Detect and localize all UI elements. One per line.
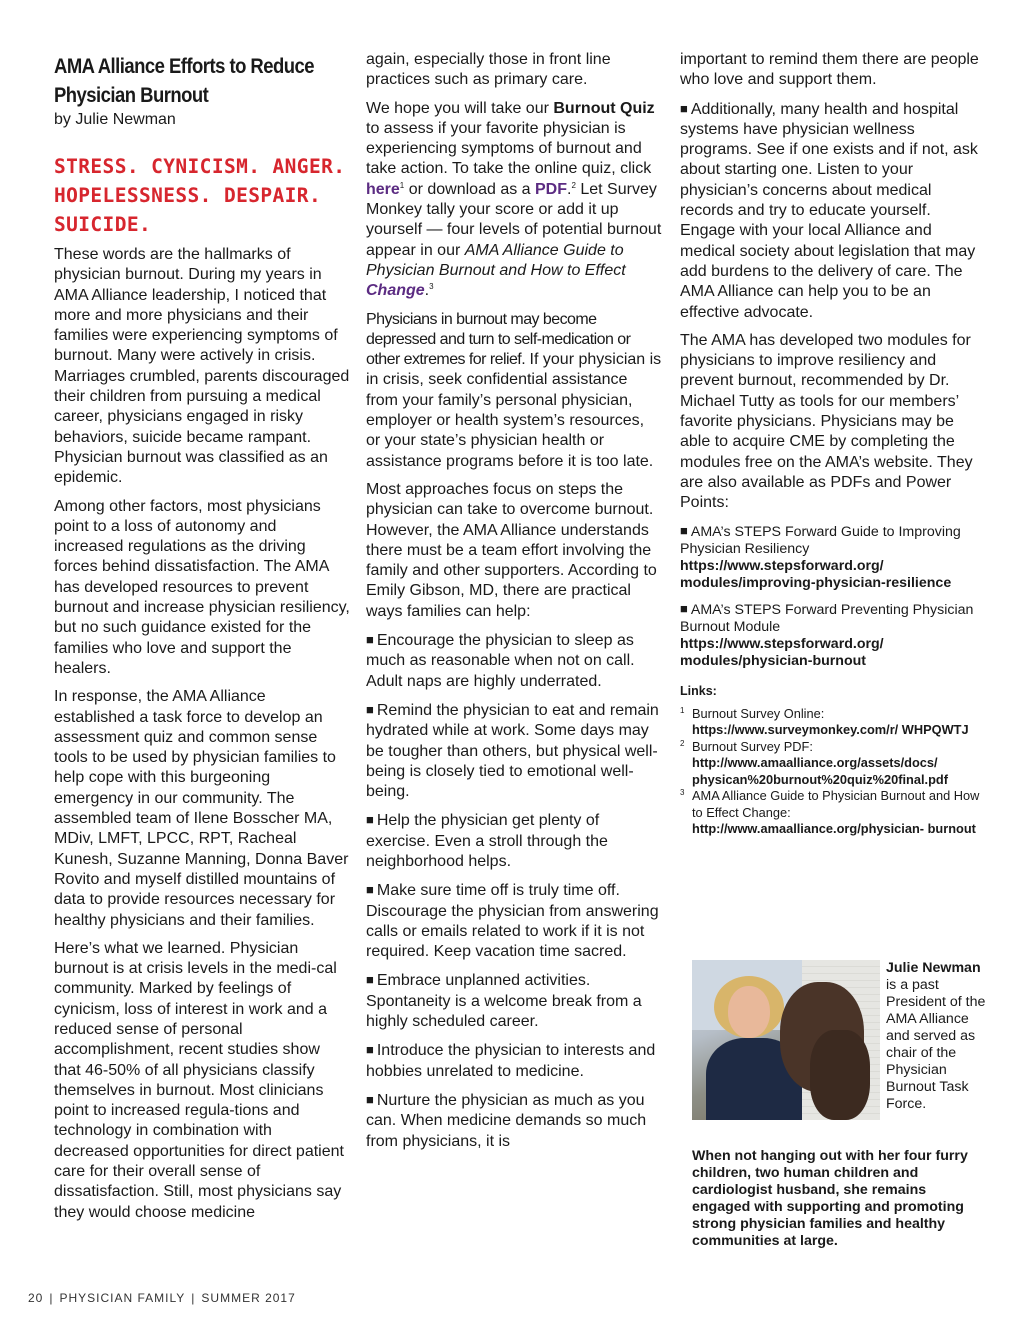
text: If your physician is in crisis, seek confidential assistance from your family’s personal physician, employer or health system’s resources, or your state’s physician health or assistance programs before it is too late. [366, 351, 662, 470]
byline: by Julie Newman [54, 111, 176, 128]
tip-text: Encourage the physician to sleep as much as reasonable when not on call. Adult naps are highly underrated. [366, 632, 635, 690]
module-label: AMA’s STEPS Forward Preventing Physician Burnout Module [680, 601, 974, 635]
list-item [366, 1040, 662, 1082]
tip-text: Nurture the physician as much as you can. When medicine demands so much from physicians, it is [366, 1091, 647, 1150]
link-note [680, 706, 986, 739]
square-bullet-icon: ■ [366, 632, 374, 648]
tip-text: Introduce the physician to interests and hobbies unrelated to medicine. [366, 1042, 656, 1080]
list-item [366, 630, 662, 692]
square-bullet-icon: ■ [366, 882, 374, 898]
period: . [567, 180, 572, 198]
paragraph: In response, the AMA Alliance established a task force to develop an assessment quiz and common sense tools to be used by physician families to help cope with this burgeoning emergency in our community. The assembled team of Ilene Bosscher MA, MDiv, LMFT, LPCC, RPT, Racheal Kunesh, Suzanne Manning, Donna Baver Rovito and myself distilled mountains of data to provide resources necessary for healthy physicians and their families. [54, 688, 349, 929]
text: or download as a [404, 180, 535, 198]
paragraph: Among other factors, most physicians point to a loss of autonomy and increased regulations as the driving forces behind dissatisfaction. The AMA has developed resources to prevent burnout and increase physician resiliency, but no such guidance existed for the families who love and support the healers. [54, 497, 350, 677]
footnote-ref: 1 [399, 180, 405, 190]
footer-separator: | [191, 1291, 196, 1305]
square-bullet-icon: ■ [680, 100, 688, 116]
magazine-name: PHYSICIAN FAMILY [59, 1291, 186, 1305]
list-item [366, 1090, 662, 1152]
note-number: 3 [680, 788, 685, 798]
author-name: Julie Newman [886, 960, 981, 976]
note-label: AMA Alliance Guide to Physician Burnout and How to Effect Change: [692, 788, 980, 820]
square-bullet-icon: ■ [366, 1042, 374, 1058]
quiz-pdf-link[interactable]: PDF [535, 180, 567, 198]
note-label: Burnout Survey PDF: [692, 738, 813, 754]
bio-text: is a past President of the AMA Alliance and served as chair of the Physician Burnout Task Force. [886, 977, 986, 1112]
photo-face [728, 986, 770, 1038]
module-item [680, 600, 986, 670]
text: Physicians in burnout may become depressed and turn to self-medication or other extremes for relief. [366, 310, 631, 369]
issue-label: SUMMER 2017 [201, 1291, 296, 1305]
square-bullet-icon: ■ [366, 1091, 374, 1107]
square-bullet-icon: ■ [366, 812, 374, 828]
link-note [680, 739, 986, 789]
paragraph: again, especially those in front line practices such as primary care. [366, 51, 611, 89]
author-bio-continued: When not hanging out with her four furry children, two human children and cardiologist husband, she remains engaged with supporting and promoting strong physician families and healthy communities at large. [692, 1148, 968, 1249]
page-number: 20 [28, 1291, 44, 1305]
list-item [366, 880, 662, 962]
footnote-ref: 2 [571, 180, 576, 190]
link-note [680, 788, 986, 838]
note-label: Burnout Survey Online: [692, 705, 825, 721]
author-photo [692, 960, 880, 1120]
text: to assess if your favorite physician is experiencing symptoms of burnout and take action. To take the online quiz, click [366, 119, 652, 178]
text: Additionally, many health and hospital systems have physician wellness programs. See if one exists and if not, ask about starting one. Listen to your physician’s concerns about medical records and try to educate yourself. Engage with your local Alliance and medical society about legislation that may add burdens to the delivery of care. The AMA Alliance can help you to be an effective advocate. [680, 100, 978, 321]
tip-text: Help the physician get plenty of exercise. Even a stroll through the neighborhood helps. [366, 812, 608, 870]
note-number: 1 [680, 705, 685, 715]
paragraph: Most approaches focus on steps the physician can take to overcome burnout. However, the AMA Alliance understands there must be a team effort involving the family and other supporters. According to Emily Gibson, MD, there are practical ways families can help: [366, 480, 657, 620]
column-3 [680, 50, 986, 838]
column-1 [54, 50, 350, 1231]
module-label: AMA’s STEPS Forward Guide to Improving Physician Resiliency [680, 523, 961, 557]
square-bullet-icon: ■ [366, 701, 374, 717]
note-url[interactable]: http://www.amaalliance.org/physician- burnout [692, 821, 976, 837]
period: . [424, 282, 430, 300]
text: We hope you will take our [366, 99, 554, 117]
photo-dog-body [810, 1030, 870, 1120]
pull-quote: STRESS. CYNICISM. ANGER. HOPELESSNESS. DESPAIR. SUICIDE. [54, 155, 346, 236]
square-bullet-icon: ■ [680, 600, 688, 616]
module-link[interactable]: https://www.stepsforward.org/ modules/improving-physician-resilience [680, 557, 952, 591]
paragraph: The AMA has developed two modules for physicians to improve resiliency and prevent burnout, recommended by Dr. Michael Tutty as tools for our members’ favorite physicians. Physicians may be able to acquire CME by completing the modules free on the AMA’s website. They are also available as PDFs and Power Points: [680, 331, 973, 512]
module-link[interactable]: https://www.stepsforward.org/ modules/physician-burnout [680, 635, 884, 669]
links-heading: Links: [680, 683, 717, 698]
paragraph: These words are the hallmarks of physician burnout. During my years in AMA Alliance leadership, I noticed that more and more physicians and their families were experiencing symptoms of burnout. Many were actively in crisis. Marriages crumbled, parents discouraged their children from pursuing a medical career, physicians engaged in risky behaviors, suicide became rampant. Physician burnout was classified as an epidemic. [54, 246, 350, 487]
note-url[interactable]: http://www.amaalliance.org/assets/docs/ physican%20burnout%20quiz%20final.pdf [692, 755, 948, 787]
paragraph [366, 310, 662, 472]
page-footer [28, 1291, 296, 1305]
paragraph: Here’s what we learned. Physician burnout is at crisis levels in the medi-cal community. Marked by feelings of cynicism, loss of interest in work and a reduced sense of personal accomplishment, recent studies show that 46-50% of all physicians classify themselves in burnout. Most clinicians point to increased regula-tions and technology in combination with decreased opportunities for direct patient care for their overall sense of dissatisfaction. Still, most physicians say they would choose medicine [54, 939, 344, 1221]
footnote-ref: 3 [429, 282, 434, 292]
text: Let Survey Monkey tally your score or add it up yourself — four levels of potential burnout appear in our [366, 180, 662, 259]
square-bullet-icon: ■ [366, 972, 374, 988]
guide-change-link[interactable]: Change [366, 282, 425, 300]
list-item [366, 970, 662, 1032]
guide-title: AMA Alliance Guide to Physician Burnout and How to Effect [366, 241, 626, 279]
note-url[interactable]: https://www.surveymonkey.com/r/ WHPQWTJ [692, 722, 969, 738]
tip-text: Remind the physician to eat and remain hydrated while at work. Some days may be tougher than others, but physical well-being is closely tied to emotional well-being. [366, 701, 659, 801]
paragraph: important to remind them there are people who love and support them. [680, 51, 979, 89]
list-item [366, 700, 662, 802]
square-bullet-icon: ■ [680, 522, 688, 538]
note-number: 2 [680, 738, 685, 748]
footer-separator: | [49, 1291, 54, 1305]
article-title: AMA Alliance Efforts to Reduce Physician Burnout [54, 55, 315, 107]
paragraph [680, 99, 986, 323]
quiz-here-link[interactable]: here [366, 180, 400, 198]
quiz-paragraph [366, 99, 662, 302]
module-item [680, 522, 986, 592]
tip-text: Make sure time off is truly time off. Discourage the physician from answering calls or emails related to work if it is not required. Keep vacation time sacred. [366, 882, 659, 961]
tip-text: Embrace unplanned activities. Spontaneity is a welcome break from a highly scheduled career. [366, 972, 642, 1031]
author-bio [886, 960, 986, 1113]
column-2 [366, 50, 662, 1160]
burnout-quiz-label: Burnout Quiz [553, 99, 655, 117]
list-item [366, 810, 662, 872]
